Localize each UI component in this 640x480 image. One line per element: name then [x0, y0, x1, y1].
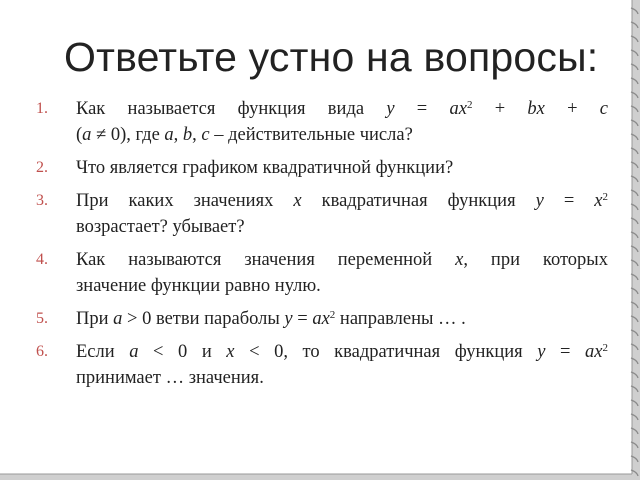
question-text: Как называется функция вида $y = ax^2$ + bx + c: [76, 99, 609, 119]
binding-ring: [631, 316, 638, 322]
binding-ring: [631, 344, 638, 350]
binding-ring: [631, 36, 638, 42]
list-number: 5.: [36, 310, 48, 327]
binding-ring: [631, 330, 638, 336]
binding-ring: [631, 456, 638, 462]
question-text: При каких значениях x квадратичная функция $y = x^2$: [76, 191, 608, 211]
binding-ring: [631, 92, 638, 98]
slide-title: Ответьте устно на вопросы:: [64, 34, 599, 80]
binding-ring: [631, 176, 638, 182]
binding-ring: [631, 162, 638, 168]
binding-ring: [631, 232, 638, 238]
binding-ring: [631, 218, 638, 224]
question-text: принимает … значения.: [76, 368, 264, 388]
binding-ring: [631, 400, 638, 406]
question-text: При a > 0 ветви параболы $y = ax^2$ направлены … .: [76, 309, 466, 329]
question-text: (a ≠ 0), где a, b, c – действительные числа?: [76, 125, 413, 145]
binding-ring: [631, 358, 638, 364]
binding-ring: [631, 302, 638, 308]
binding-ring: [631, 442, 638, 448]
question-list: [36, 96, 608, 398]
binding-ring: [631, 428, 638, 434]
list-number: 6.: [36, 343, 48, 360]
binding-ring: [631, 288, 638, 294]
binding-ring: [631, 414, 638, 420]
binding-ring: [631, 204, 638, 210]
question-text: Как называются значения переменной x, при которых: [76, 250, 608, 270]
question-item: [36, 306, 608, 332]
binding-ring: [631, 64, 638, 70]
question-item: [36, 188, 608, 240]
list-number: 1.: [36, 100, 48, 117]
binding-ring: [631, 246, 638, 252]
list-number: 4.: [36, 251, 48, 268]
question-item: [36, 339, 608, 391]
question-text: Если a < 0 и x < 0, то квадратичная функция $y = ax^2$: [76, 342, 608, 362]
binding-ring: [631, 106, 638, 112]
binding-ring: [631, 190, 638, 196]
question-text: возрастает? убывает?: [76, 217, 245, 237]
binding-ring: [631, 78, 638, 84]
question-text: Что является графиком квадратичной функции?: [76, 158, 454, 178]
binding-ring: [631, 148, 638, 154]
list-number: 3.: [36, 192, 48, 209]
binding-ring: [631, 274, 638, 280]
binding-ring: [631, 120, 638, 126]
list-number: 2.: [36, 159, 48, 176]
binding-ring: [631, 372, 638, 378]
question-text: значение функции равно нулю.: [76, 276, 321, 296]
binding-ring: [631, 50, 638, 56]
binding-ring: [631, 22, 638, 28]
question-item: [36, 247, 608, 299]
binding-ring: [631, 470, 638, 476]
question-item: [36, 96, 608, 148]
binding-ring: [631, 8, 638, 14]
binding-ring: [631, 260, 638, 266]
binding-ring: [631, 386, 638, 392]
binding-ring: [631, 134, 638, 140]
question-item: [36, 155, 608, 181]
